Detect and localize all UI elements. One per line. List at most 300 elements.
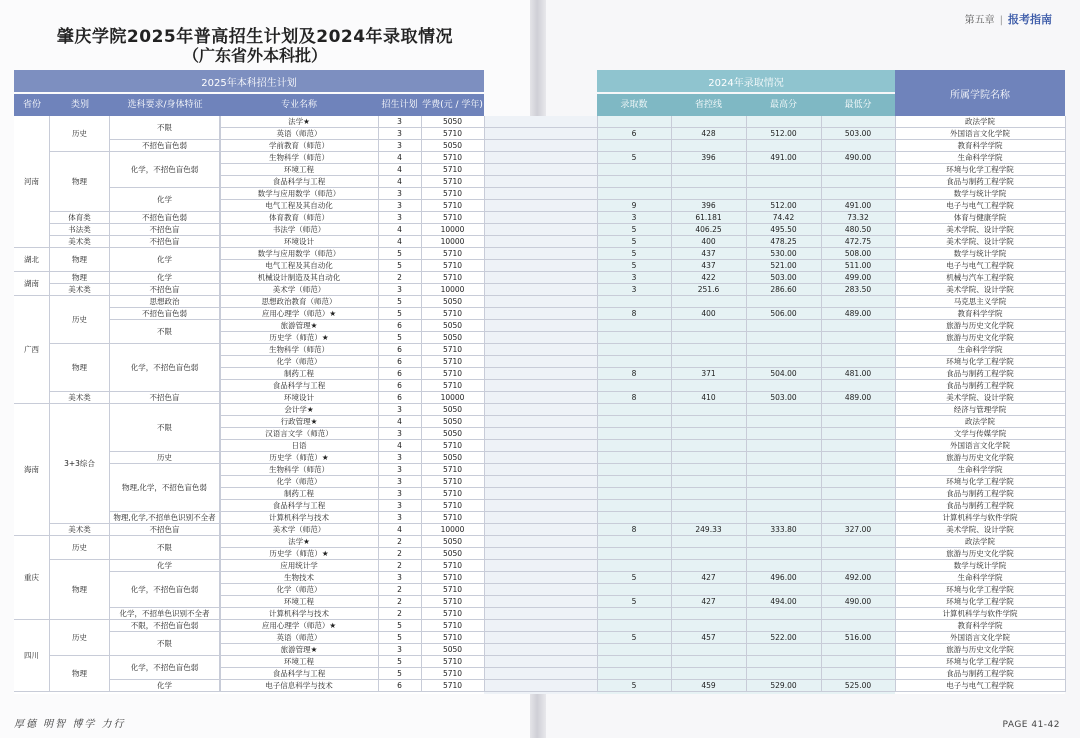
category-cell: 历史 xyxy=(50,620,110,656)
header-max: 最高分 xyxy=(746,94,821,116)
cell-quota: 3 xyxy=(397,285,402,294)
cell-fee: 5710 xyxy=(442,153,463,162)
cell-min: 327.00 xyxy=(844,525,872,534)
province-cell: 重庆 xyxy=(14,536,50,620)
cell-min: 283.50 xyxy=(844,285,872,294)
cell-control: 410 xyxy=(701,393,716,402)
band-2025: 2025年本科招生计划 xyxy=(14,70,484,92)
cell-fee: 5710 xyxy=(442,465,463,474)
column-divider xyxy=(484,116,485,692)
cell-quota: 6 xyxy=(397,321,402,330)
cell-college: 政法学院 xyxy=(965,117,995,126)
cell-college: 政法学院 xyxy=(965,417,995,426)
cell-major: 化学（师范） xyxy=(276,357,322,366)
cell-quota: 3 xyxy=(397,645,402,654)
cell-fee: 5710 xyxy=(442,561,463,570)
cell-control: 371 xyxy=(701,369,716,378)
cell-fee: 5710 xyxy=(442,177,463,186)
cell-college: 电子与电气工程学院 xyxy=(946,261,1014,270)
cell-max: 491.00 xyxy=(770,153,797,162)
requirement-cell: 化学，不招色盲色弱 xyxy=(110,152,220,188)
cell-min: 492.00 xyxy=(844,573,872,582)
cell-college: 食品与制药工程学院 xyxy=(946,369,1014,378)
cell-quota: 4 xyxy=(397,225,402,234)
cell-quota: 2 xyxy=(397,549,402,558)
cell-fee: 5710 xyxy=(442,249,463,258)
category-cell: 3+3综合 xyxy=(50,404,110,524)
header-control: 省控线 xyxy=(671,94,746,116)
requirement-cell: 不招色盲 xyxy=(110,224,220,236)
requirement-cell: 不招色盲 xyxy=(110,392,220,404)
cell-quota: 3 xyxy=(397,117,402,126)
cell-fee: 5710 xyxy=(442,633,463,642)
chapter-header: 第五章 | 报考指南 xyxy=(964,13,1052,26)
category-cell: 物理 xyxy=(50,656,110,692)
cell-major: 应用心理学（师范）★ xyxy=(261,309,337,318)
cell-fee: 5050 xyxy=(442,549,463,558)
cell-fee: 5710 xyxy=(442,201,463,210)
cell-quota: 3 xyxy=(397,189,402,198)
column-divider xyxy=(378,116,379,692)
cell-fee: 5710 xyxy=(442,273,463,282)
cell-quota: 3 xyxy=(397,573,402,582)
cell-min: 489.00 xyxy=(844,393,872,402)
chapter-label: 第五章 xyxy=(964,15,995,26)
cell-fee: 5710 xyxy=(442,477,463,486)
category-cell: 物理 xyxy=(50,272,110,284)
cell-major: 环境设计 xyxy=(284,237,314,246)
column-divider xyxy=(220,116,221,692)
cell-college: 食品与制药工程学院 xyxy=(946,501,1014,510)
cell-major: 食品科学与工程 xyxy=(272,669,326,678)
requirement-cell: 物理,化学，不招色盲色弱 xyxy=(110,464,220,512)
cell-quota: 5 xyxy=(397,309,402,318)
column-divider xyxy=(671,116,672,692)
cell-college: 计算机科学与软件学院 xyxy=(942,513,1018,522)
cell-control: 422 xyxy=(701,273,716,282)
cell-admitted: 5 xyxy=(631,573,637,582)
cell-control: 428 xyxy=(701,129,716,138)
requirement-cell: 化学 xyxy=(110,188,220,212)
column-divider xyxy=(746,116,747,692)
cell-quota: 3 xyxy=(397,513,402,522)
requirement-cell: 思想政治 xyxy=(110,296,220,308)
cell-major: 思想政治教育（师范） xyxy=(261,297,337,306)
cell-admitted: 8 xyxy=(631,393,637,402)
cell-college: 生命科学学院 xyxy=(957,345,1003,354)
category-cell: 物理 xyxy=(50,248,110,272)
cell-min: 481.00 xyxy=(844,369,872,378)
requirement-cell: 不招色盲 xyxy=(110,284,220,296)
header-fee: 学费(元 / 学年) xyxy=(421,94,484,116)
cell-quota: 2 xyxy=(397,273,402,282)
cell-college: 生命科学学院 xyxy=(957,153,1003,162)
category-cell: 历史 xyxy=(50,536,110,560)
cell-max: 503.00 xyxy=(770,273,797,282)
cell-max: 521.00 xyxy=(770,261,797,270)
cell-min: 503.00 xyxy=(844,129,872,138)
cell-major: 行政管理★ xyxy=(280,417,318,426)
cell-major: 电气工程及其自动化 xyxy=(265,261,333,270)
cell-quota: 2 xyxy=(397,585,402,594)
cell-max: 529.00 xyxy=(770,681,797,690)
cell-major: 旅游管理★ xyxy=(280,321,318,330)
cell-fee: 5710 xyxy=(442,609,463,618)
cell-max: 286.60 xyxy=(770,285,797,294)
cell-admitted: 9 xyxy=(631,201,637,210)
cell-college: 计算机科学与软件学院 xyxy=(942,609,1018,618)
cell-control: 249.33 xyxy=(695,525,722,534)
column-divider xyxy=(597,116,598,692)
cell-min: 472.75 xyxy=(844,237,872,246)
cell-control: 396 xyxy=(701,201,716,210)
cell-major: 体育教育（师范） xyxy=(269,213,329,222)
cell-quota: 5 xyxy=(397,621,402,630)
requirement-cell: 不招色盲色弱 xyxy=(110,212,220,224)
category-cell: 美术类 xyxy=(50,524,110,536)
cell-quota: 3 xyxy=(397,477,402,486)
cell-min: 489.00 xyxy=(844,309,872,318)
cell-major: 生物技术 xyxy=(284,573,314,582)
cell-major: 环境工程 xyxy=(284,597,314,606)
cell-quota: 2 xyxy=(397,609,402,618)
cell-college: 电子与电气工程学院 xyxy=(946,201,1014,210)
requirement-cell: 不招色盲色弱 xyxy=(110,140,220,152)
requirement-cell: 不招色盲色弱 xyxy=(110,308,220,320)
category-cell: 体育类 xyxy=(50,212,110,224)
province-cell: 四川 xyxy=(14,620,50,692)
cell-major: 生物科学（师范） xyxy=(269,465,329,474)
cell-fee: 10000 xyxy=(440,225,465,234)
cell-admitted: 5 xyxy=(631,261,637,270)
cell-control: 251.6 xyxy=(697,285,720,294)
cell-college: 经济与管理学院 xyxy=(953,405,1007,414)
cell-fee: 5050 xyxy=(442,429,463,438)
category-cell: 物理 xyxy=(50,344,110,392)
requirement-cell: 不限 xyxy=(110,632,220,656)
cell-admitted: 3 xyxy=(631,213,637,222)
cell-major: 数学与应用数学（师范） xyxy=(257,249,341,258)
cell-fee: 5710 xyxy=(442,345,463,354)
cell-college: 食品与制药工程学院 xyxy=(946,669,1014,678)
category-cell: 历史 xyxy=(50,296,110,344)
cell-major: 生物科学（师范） xyxy=(269,345,329,354)
cell-min: 508.00 xyxy=(844,249,872,258)
cell-fee: 5710 xyxy=(442,357,463,366)
cell-fee: 5710 xyxy=(442,441,463,450)
category-cell: 书法类 xyxy=(50,224,110,236)
header-major: 专业名称 xyxy=(220,94,378,116)
cell-fee: 5710 xyxy=(442,597,463,606)
cell-control: 427 xyxy=(701,597,716,606)
cell-control: 396 xyxy=(701,153,716,162)
cell-major: 美术学（师范） xyxy=(272,285,326,294)
cell-max: 333.80 xyxy=(770,525,797,534)
cell-admitted: 5 xyxy=(631,237,637,246)
cell-major: 生物科学（师范） xyxy=(269,153,329,162)
cell-admitted: 3 xyxy=(631,285,637,294)
cell-quota: 6 xyxy=(397,393,402,402)
cell-quota: 6 xyxy=(397,681,402,690)
requirement-cell: 不招色盲 xyxy=(110,236,220,248)
cell-college: 环境与化学工程学院 xyxy=(946,165,1014,174)
cell-quota: 4 xyxy=(397,525,402,534)
cell-fee: 10000 xyxy=(440,525,465,534)
cell-major: 化学（师范） xyxy=(276,585,322,594)
requirement-cell: 化学，不招色盲色弱 xyxy=(110,344,220,392)
requirement-cell: 物理,化学,不招单色识别不全者 xyxy=(110,512,220,524)
cell-college: 美术学院、设计学院 xyxy=(946,393,1014,402)
cell-quota: 3 xyxy=(397,429,402,438)
cell-fee: 5710 xyxy=(442,669,463,678)
cell-major: 旅游管理★ xyxy=(280,645,318,654)
category-cell: 历史 xyxy=(50,116,110,152)
cell-quota: 5 xyxy=(397,249,402,258)
cell-college: 政法学院 xyxy=(965,537,995,546)
cell-college: 环境与化学工程学院 xyxy=(946,597,1014,606)
cell-max: 512.00 xyxy=(770,129,797,138)
cell-major: 数学与应用数学（师范） xyxy=(257,189,341,198)
cell-quota: 5 xyxy=(397,669,402,678)
cell-fee: 10000 xyxy=(440,393,465,402)
cell-fee: 5050 xyxy=(442,645,463,654)
requirement-cell: 不限 xyxy=(110,320,220,344)
cell-major: 历史学（师范）★ xyxy=(269,453,329,462)
header-category: 类别 xyxy=(50,94,110,116)
cell-major: 制药工程 xyxy=(284,369,314,378)
cell-major: 英语（师范） xyxy=(276,633,322,642)
cell-quota: 2 xyxy=(397,561,402,570)
cell-college: 环境与化学工程学院 xyxy=(946,357,1014,366)
cell-min: 511.00 xyxy=(844,261,872,270)
cell-college: 教育科学学院 xyxy=(957,621,1003,630)
cell-major: 化学（师范） xyxy=(276,477,322,486)
header-admitted: 录取数 xyxy=(597,94,671,116)
cell-quota: 3 xyxy=(397,141,402,150)
cell-major: 环境工程 xyxy=(284,657,314,666)
header-quota: 招生计划 xyxy=(378,94,421,116)
province-cell: 湖南 xyxy=(14,272,50,296)
cell-min: 516.00 xyxy=(844,633,872,642)
cell-admitted: 5 xyxy=(631,633,637,642)
cell-admitted: 8 xyxy=(631,309,637,318)
cell-control: 427 xyxy=(701,573,716,582)
province-cell: 广西 xyxy=(14,296,50,404)
cell-major: 汉语言文学（师范） xyxy=(265,429,333,438)
cell-quota: 3 xyxy=(397,453,402,462)
requirement-cell: 不限 xyxy=(110,116,220,140)
cell-college: 数学与统计学院 xyxy=(953,189,1007,198)
cell-quota: 2 xyxy=(397,537,402,546)
cell-college: 环境与化学工程学院 xyxy=(946,585,1014,594)
cell-fee: 5710 xyxy=(442,129,463,138)
cell-quota: 6 xyxy=(397,345,402,354)
category-cell: 物理 xyxy=(50,560,110,620)
cell-college: 外国语言文化学院 xyxy=(950,633,1010,642)
cell-quota: 5 xyxy=(397,333,402,342)
cell-fee: 5050 xyxy=(442,453,463,462)
cell-max: 478.25 xyxy=(770,237,797,246)
cell-fee: 5050 xyxy=(442,537,463,546)
cell-max: 496.00 xyxy=(770,573,797,582)
cell-admitted: 8 xyxy=(631,525,637,534)
cell-college: 教育科学学院 xyxy=(957,309,1003,318)
column-divider xyxy=(821,116,822,692)
cell-fee: 5050 xyxy=(442,117,463,126)
cell-college: 马克思主义学院 xyxy=(953,297,1007,306)
cell-fee: 5710 xyxy=(442,681,463,690)
cell-max: 506.00 xyxy=(770,309,797,318)
cell-quota: 3 xyxy=(397,201,402,210)
cell-admitted: 5 xyxy=(631,597,637,606)
cell-fee: 10000 xyxy=(440,285,465,294)
cell-fee: 5710 xyxy=(442,489,463,498)
cell-major: 学前教育（师范） xyxy=(269,141,329,150)
cell-major: 制药工程 xyxy=(284,489,314,498)
requirement-cell: 化学，不招色盲色弱 xyxy=(110,572,220,608)
cell-control: 400 xyxy=(701,237,716,246)
cell-control: 457 xyxy=(701,633,716,642)
column-divider xyxy=(1065,116,1066,692)
cell-major: 计算机科学与技术 xyxy=(269,609,329,618)
column-divider xyxy=(421,116,422,692)
cell-college: 旅游与历史文化学院 xyxy=(946,645,1014,654)
cell-major: 英语（师范） xyxy=(276,129,322,138)
cell-college: 食品与制药工程学院 xyxy=(946,177,1014,186)
cell-college: 旅游与历史文化学院 xyxy=(946,549,1014,558)
header-province: 省份 xyxy=(14,94,50,116)
cell-quota: 4 xyxy=(397,237,402,246)
cell-fee: 5710 xyxy=(442,381,463,390)
cell-major: 美术学（师范） xyxy=(272,525,326,534)
cell-college: 美术学院、设计学院 xyxy=(946,285,1014,294)
cell-major: 食品科学与工程 xyxy=(272,381,326,390)
cell-fee: 5710 xyxy=(442,585,463,594)
cell-college: 旅游与历史文化学院 xyxy=(946,321,1014,330)
page-subtitle: （广东省外本科批） xyxy=(182,46,327,65)
cell-college: 食品与制药工程学院 xyxy=(946,381,1014,390)
cell-max: 494.00 xyxy=(770,597,797,606)
cell-quota: 3 xyxy=(397,501,402,510)
cell-major: 日语 xyxy=(291,441,307,450)
cell-major: 环境工程 xyxy=(284,165,314,174)
cell-admitted: 5 xyxy=(631,249,637,258)
cell-major: 历史学（师范）★ xyxy=(269,549,329,558)
cell-major: 环境设计 xyxy=(284,393,314,402)
cell-college: 生命科学学院 xyxy=(957,465,1003,474)
requirement-cell: 历史 xyxy=(110,452,220,464)
cell-college: 机械与汽车工程学院 xyxy=(946,273,1014,282)
requirement-cell: 化学 xyxy=(110,560,220,572)
requirement-cell: 化学，不招色盲色弱 xyxy=(110,656,220,680)
requirement-cell: 不招色盲 xyxy=(110,524,220,536)
cell-fee: 5050 xyxy=(442,333,463,342)
cell-quota: 3 xyxy=(397,405,402,414)
cell-college: 生命科学学院 xyxy=(957,573,1003,582)
cell-admitted: 6 xyxy=(631,129,637,138)
cell-quota: 3 xyxy=(397,489,402,498)
cell-major: 食品科学与工程 xyxy=(272,177,326,186)
cell-college: 美术学院、设计学院 xyxy=(946,237,1014,246)
cell-major: 机械设计制造及其自动化 xyxy=(257,273,341,282)
cell-fee: 5050 xyxy=(442,417,463,426)
header-requirement: 选科要求/身体特征 xyxy=(110,94,220,116)
cell-control: 437 xyxy=(701,249,716,258)
cell-major: 食品科学与工程 xyxy=(272,501,326,510)
cell-quota: 4 xyxy=(397,177,402,186)
province-cell: 河南 xyxy=(14,116,50,248)
cell-college: 环境与化学工程学院 xyxy=(946,477,1014,486)
cell-quota: 5 xyxy=(397,261,402,270)
cell-college: 数学与统计学院 xyxy=(953,561,1007,570)
cell-admitted: 3 xyxy=(631,273,637,282)
cell-max: 504.00 xyxy=(770,369,797,378)
cell-min: 490.00 xyxy=(844,597,872,606)
cell-admitted: 5 xyxy=(631,225,637,234)
cell-admitted: 5 xyxy=(631,153,637,162)
cell-control: 61.181 xyxy=(695,213,722,222)
cell-college: 教育科学学院 xyxy=(957,141,1003,150)
cell-quota: 3 xyxy=(397,465,402,474)
cell-max: 503.00 xyxy=(770,393,797,402)
cell-major: 应用心理学（师范）★ xyxy=(261,621,337,630)
cell-quota: 4 xyxy=(397,417,402,426)
cell-major: 电子信息科学与技术 xyxy=(265,681,333,690)
cell-major: 法学★ xyxy=(288,537,310,546)
cell-college: 食品与制药工程学院 xyxy=(946,489,1014,498)
cell-min: 499.00 xyxy=(844,273,872,282)
cell-control: 437 xyxy=(701,261,716,270)
cell-major: 电气工程及其自动化 xyxy=(265,201,333,210)
cell-min: 480.50 xyxy=(844,225,872,234)
requirement-cell: 化学 xyxy=(110,248,220,272)
page-number: PAGE 41-42 xyxy=(1002,720,1060,730)
cell-college: 外国语言文化学院 xyxy=(950,129,1010,138)
cell-college: 文学与传媒学院 xyxy=(953,429,1007,438)
cell-fee: 5710 xyxy=(442,309,463,318)
cell-fee: 5050 xyxy=(442,141,463,150)
category-cell: 美术类 xyxy=(50,392,110,404)
cell-fee: 5710 xyxy=(442,261,463,270)
requirement-cell: 不限 xyxy=(110,536,220,560)
cell-college: 美术学院、设计学院 xyxy=(946,525,1014,534)
cell-control: 406.25 xyxy=(695,225,722,234)
cell-min: 525.00 xyxy=(844,681,872,690)
cell-college: 外国语言文化学院 xyxy=(950,441,1010,450)
cell-max: 495.50 xyxy=(770,225,797,234)
header-min: 最低分 xyxy=(821,94,895,116)
cell-major: 应用统计学 xyxy=(280,561,318,570)
requirement-cell: 化学 xyxy=(110,272,220,284)
cell-fee: 5050 xyxy=(442,297,463,306)
cell-college: 数学与统计学院 xyxy=(953,249,1007,258)
cell-fee: 5710 xyxy=(442,369,463,378)
cell-quota: 3 xyxy=(397,129,402,138)
cell-quota: 4 xyxy=(397,441,402,450)
cell-quota: 4 xyxy=(397,153,402,162)
cell-max: 512.00 xyxy=(770,201,797,210)
cell-control: 400 xyxy=(701,309,716,318)
category-cell: 物理 xyxy=(50,152,110,212)
cell-min: 73.32 xyxy=(847,213,869,222)
cell-college: 旅游与历史文化学院 xyxy=(946,333,1014,342)
chapter-guide: 报考指南 xyxy=(1008,13,1052,26)
cell-college: 电子与电气工程学院 xyxy=(946,681,1014,690)
cell-college: 旅游与历史文化学院 xyxy=(946,453,1014,462)
cell-max: 522.00 xyxy=(770,633,797,642)
cell-quota: 6 xyxy=(397,381,402,390)
requirement-cell: 化学，不招单色识别不全者 xyxy=(110,608,220,620)
